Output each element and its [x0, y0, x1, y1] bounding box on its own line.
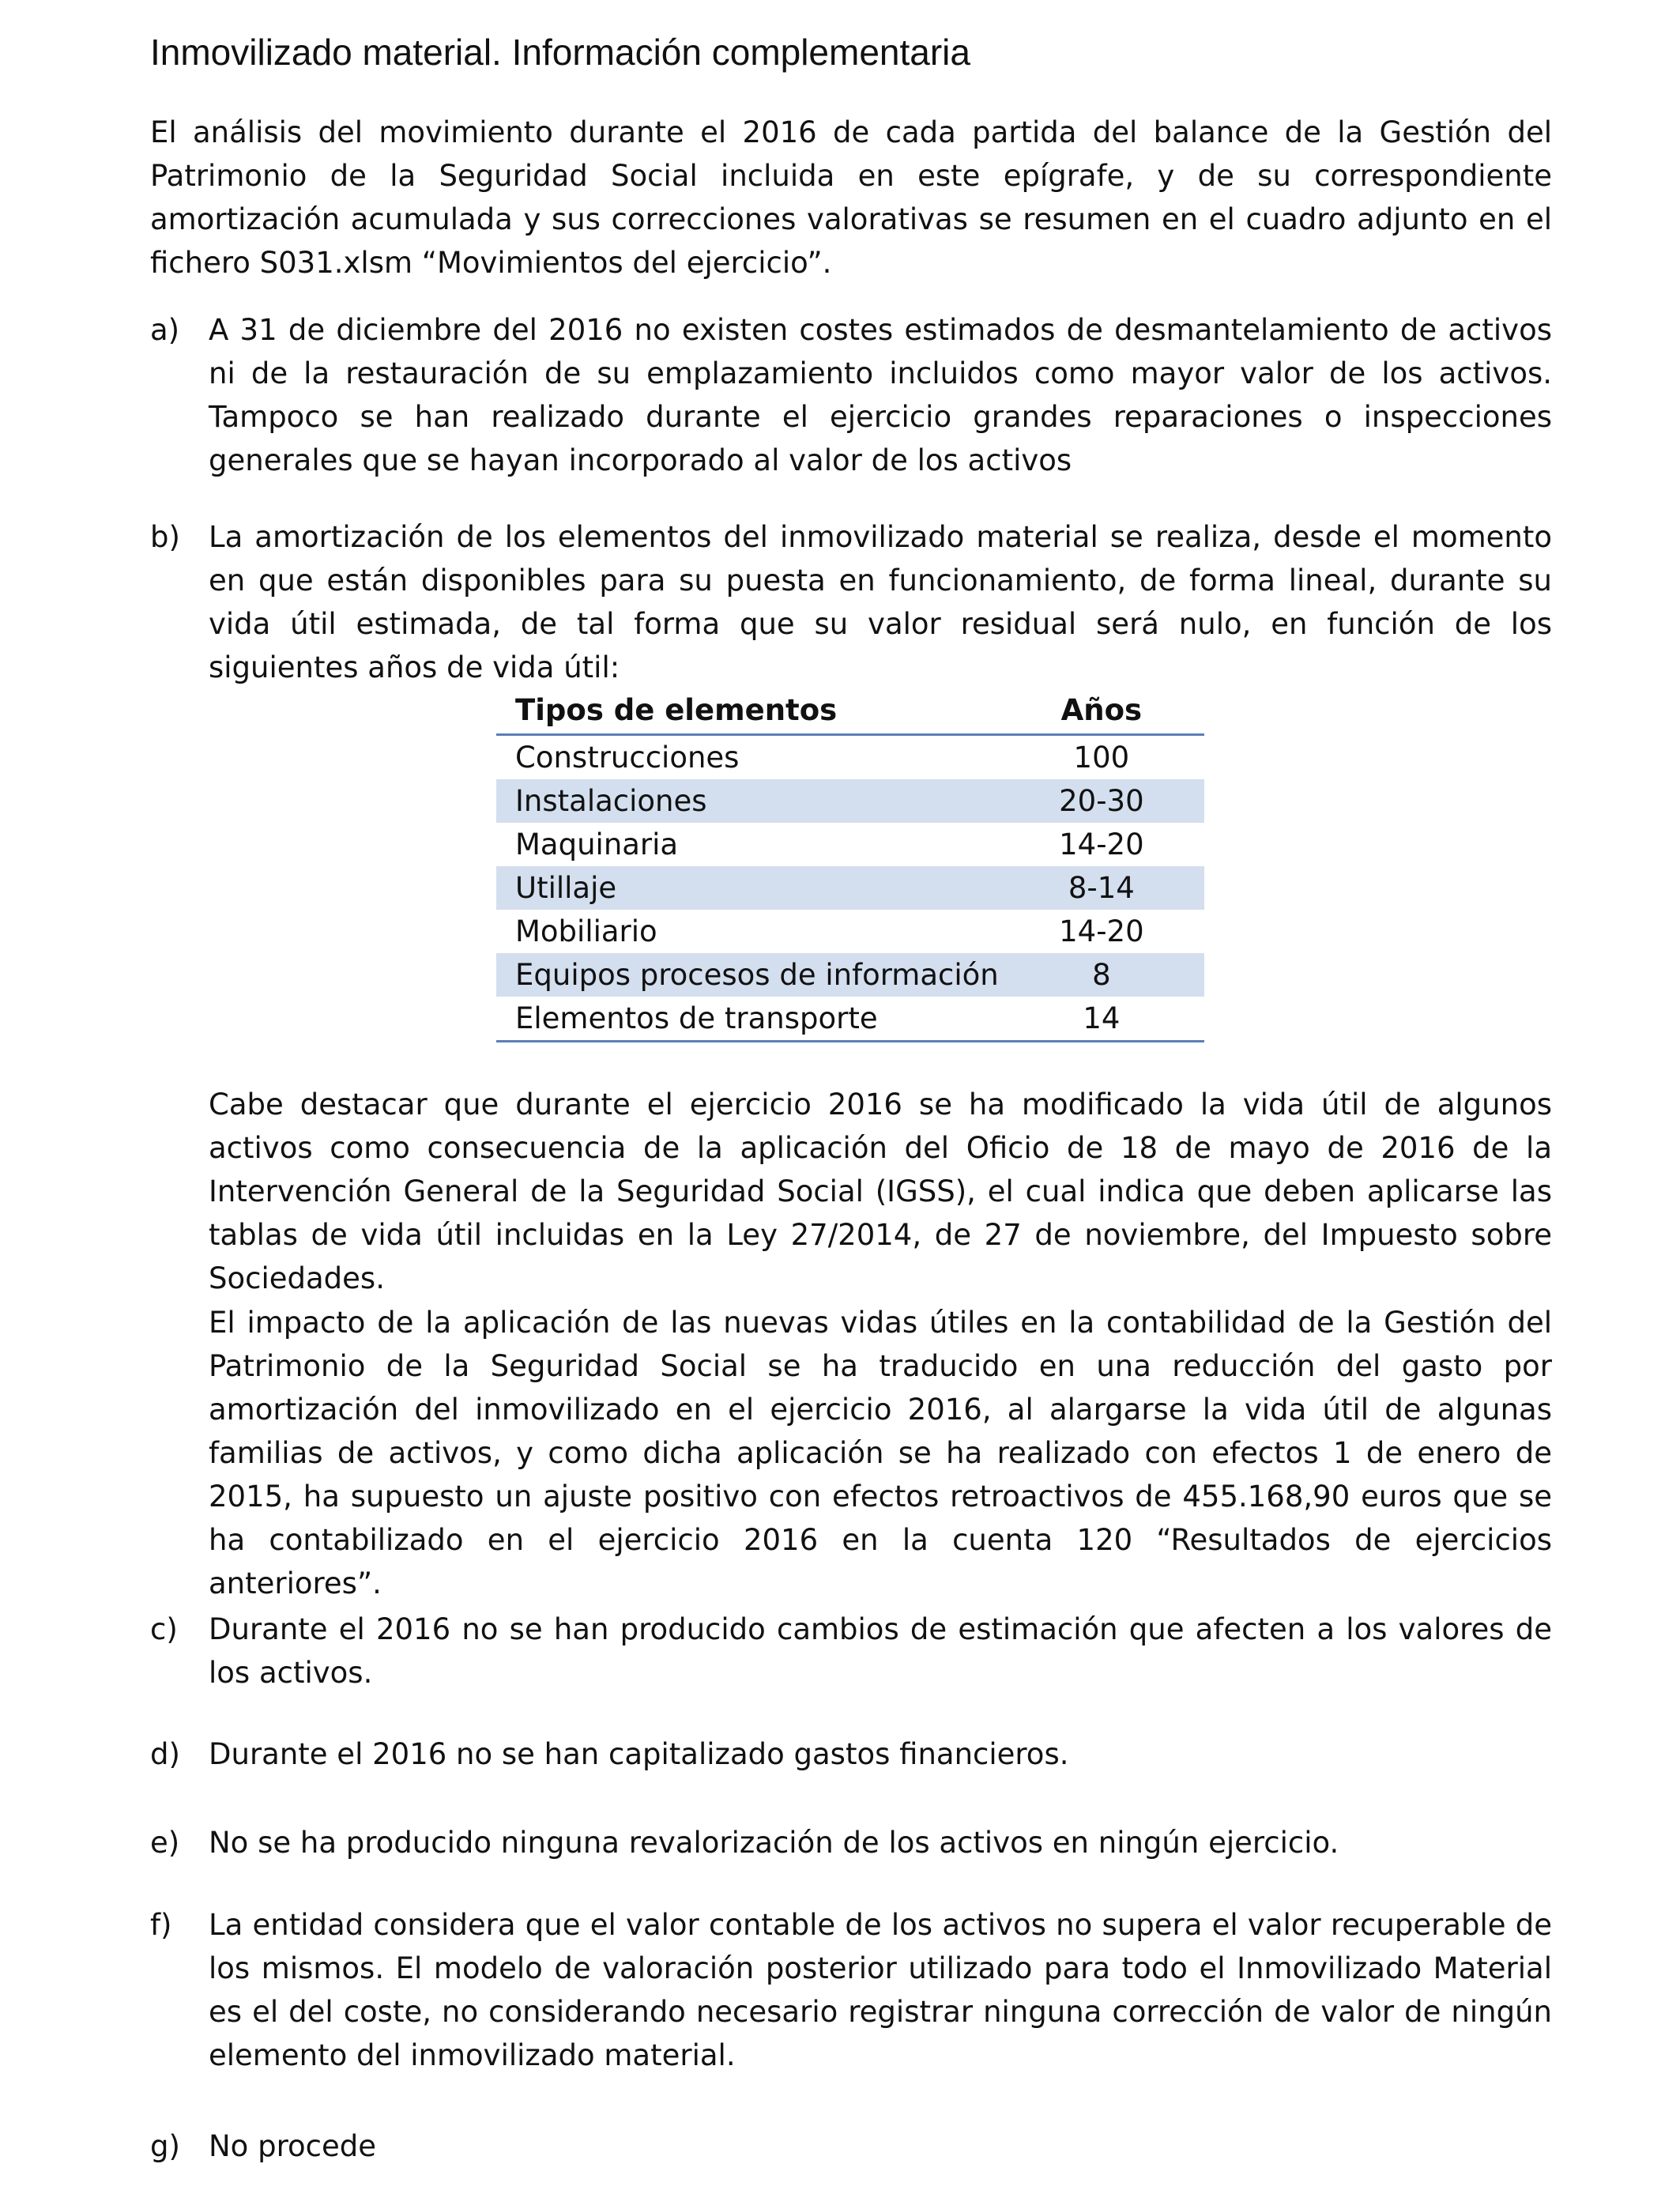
list-item-c — [150, 1608, 1552, 1695]
table-row — [496, 735, 1204, 780]
table-cell-type: Instalaciones — [496, 779, 999, 823]
list-item-text: La entidad considera que el valor contable de los activos no supera el valor recuperable de los mismos. El modelo de valoración posterior utilizado para todo el Inmovilizado Material es el del coste, no considerando necesario registrar ninguna corrección de valor de ningún elemento del inmovilizado material. — [209, 1908, 1552, 2072]
table-cell-type: Utillaje — [496, 866, 999, 910]
table-cell-type: Mobiliario — [515, 914, 657, 948]
table-cell-years: 100 — [1073, 741, 1130, 775]
table-cell-years: 14 — [999, 997, 1204, 1042]
useful-life-table — [496, 686, 1204, 1042]
list-item-f — [150, 1903, 1552, 2077]
column-header-years: Años — [999, 686, 1204, 735]
list-item-text: No se ha producido ninguna revalorización de los activos en ningún ejercicio. — [209, 1826, 1339, 1860]
list-item-text: Durante el 2016 no se han producido cambios de estimación que afecten a los valores de los activos. — [209, 1612, 1552, 1690]
table-cell-years: 14-20 — [1059, 827, 1144, 861]
paragraph-vida-util: Cabe destacar que durante el ejercicio 2016 se ha modificado la vida útil de algunos activos como consecuencia de la aplicación del Oficio de 18 de mayo de 2016 de la Intervención General de la Seguridad Social (IGSS), el cual indica que deben aplicarse las tablas de vida útil incluidas en la Ley 27/2014, de 27 de noviembre, del Impuesto sobre Sociedades. — [209, 1088, 1552, 1295]
column-header-type: Tipos de elementos — [496, 686, 999, 735]
list-item-text: A 31 de diciembre del 2016 no existen costes estimados de desmantelamiento de activos ni de la restauración de su emplazamiento incluidos como mayor valor de los activos. Tampoco se han realizado durante el ejercicio grandes reparaciones o inspecciones generales que se hayan incorporado al valor de los activos — [209, 313, 1552, 477]
list-item-label: f) — [150, 1908, 172, 1942]
list-item-text: Durante el 2016 no se han capitalizado gastos financieros. — [209, 1737, 1069, 1771]
list-item-d — [150, 1732, 1552, 1776]
list-item-label: b) — [150, 520, 180, 554]
table-row — [496, 910, 1204, 953]
table-cell-type: Elementos de transporte — [496, 997, 999, 1042]
list-item-text: La amortización de los elementos del inmovilizado material se realiza, desde el momento en que están disponibles para su puesta en funcionamiento, de forma lineal, durante su vida útil estimada, de tal forma que su valor residual será nulo, en función de los siguientes años de vida útil: — [209, 520, 1552, 684]
table-cell-years: 8 — [999, 953, 1204, 997]
paragraph-impacto: El impacto de la aplicación de las nuevas vidas útiles en la contabilidad de la Gestión del Patrimonio de la Seguridad Social se ha traducido en una reducción del gasto por amortización del inmovilizado en el ejercicio 2016, al alargarse la vida útil de algunas familias de activos, y como dicha aplicación se ha realizado con efectos 1 de enero de 2015, ha supuesto un ajuste positivo con efectos retroactivos de 455.168,90 euros que se ha contabilizado en el ejercicio 2016 en la cuenta 120 “Resultados de ejercicios anteriores”. — [209, 1306, 1552, 1600]
table-row — [496, 953, 1204, 997]
list-item-label: c) — [150, 1612, 178, 1646]
table-cell-years: 8-14 — [999, 866, 1204, 910]
table-header-row — [496, 686, 1204, 735]
list-item-label: g) — [150, 2129, 180, 2163]
table-row — [496, 779, 1204, 823]
table-cell-years: 20-30 — [999, 779, 1204, 823]
intro-paragraph: El análisis del movimiento durante el 2016 de cada partida del balance de la Gestión del Patrimonio de la Seguridad Social incluida en este epígrafe, y de su correspondiente amortización acumulada y sus correcciones valorativas se resumen en el cuadro adjunto en el fichero S031.xlsm “Movimientos del ejercicio”. — [150, 115, 1552, 280]
list-item-label: d) — [150, 1737, 180, 1771]
page-title: Inmovilizado material. Información complementaria — [150, 32, 970, 73]
list-item-b — [150, 515, 1552, 689]
table-row — [496, 997, 1204, 1042]
list-item-label: e) — [150, 1826, 180, 1860]
list-item-label: a) — [150, 313, 180, 347]
table-cell-type: Construcciones — [515, 741, 740, 775]
table-cell-years: 14-20 — [1059, 914, 1144, 948]
table-cell-type: Equipos procesos de información — [496, 953, 999, 997]
list-item-a — [150, 308, 1552, 482]
table-row — [496, 823, 1204, 866]
list-item-text: No procede — [209, 2129, 376, 2163]
table-cell-type: Maquinaria — [515, 827, 679, 861]
list-item-e — [150, 1821, 1552, 1864]
table-row — [496, 866, 1204, 910]
list-item-g — [150, 2124, 1552, 2168]
